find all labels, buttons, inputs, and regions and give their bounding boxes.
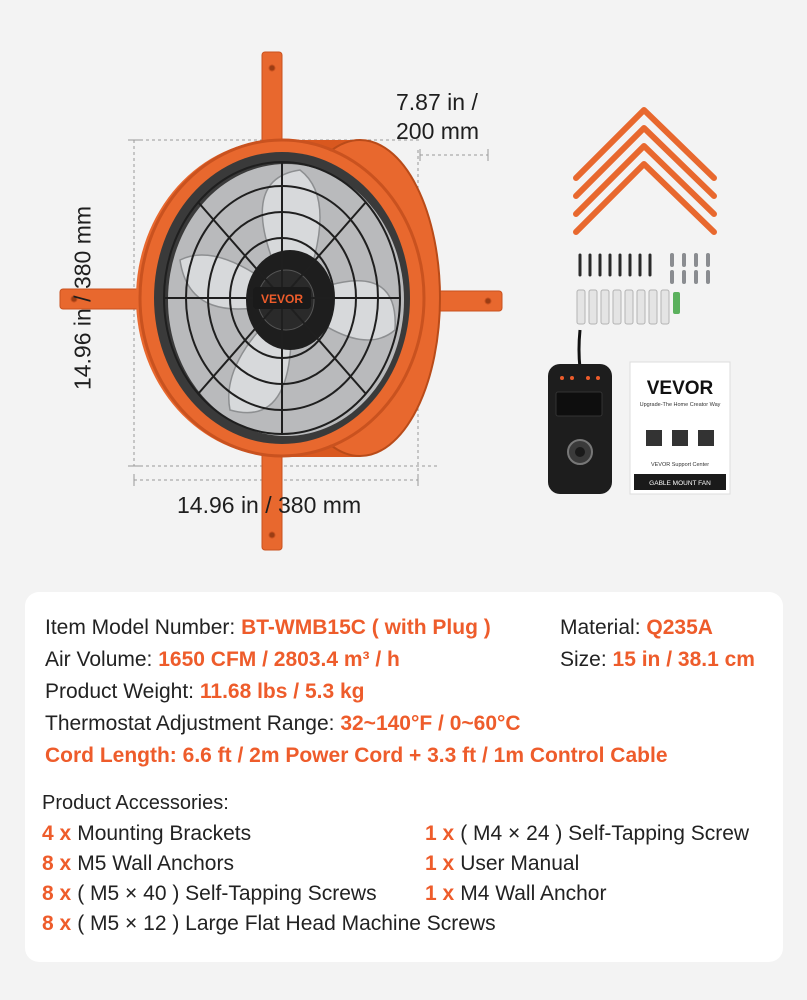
spec-card: [25, 592, 783, 962]
spec-weight: [45, 680, 364, 704]
user-manual: [630, 362, 730, 494]
accessory-name: ( M4 × 24 ) Self-Tapping Screw: [460, 822, 750, 845]
depth-dimension: [396, 88, 479, 146]
weight-value: 11.68 lbs / 5.3 kg: [199, 680, 365, 703]
manual-support: VEVOR Support Center: [650, 462, 710, 468]
accessory-qty: 8 x: [42, 852, 72, 875]
manual-tagline: Upgrade-The Home Creator Way: [639, 402, 721, 408]
height-dimension: 14.96 in / 380 mm: [69, 205, 96, 391]
model-label: Item Model Number:: [45, 616, 236, 639]
spec-material: [560, 616, 713, 640]
spec-size: [560, 648, 755, 672]
air-value: 1650 CFM / 2803.4 m³ / h: [158, 648, 400, 671]
thermostat-controller: [548, 330, 612, 494]
fan-brand-text: VEVOR: [260, 292, 304, 306]
accessory-qty: 4 x: [42, 822, 72, 845]
accessory-left-1: [42, 822, 251, 846]
size-label: Size:: [560, 648, 607, 671]
accessory-machine-screws: [672, 255, 708, 282]
accessory-name: ( M5 × 12 ) Large Flat Head Machine Screws: [77, 912, 496, 935]
manual-logo: VEVOR: [646, 378, 714, 399]
material-label: Material:: [560, 616, 641, 639]
accessory-qty: 8 x: [42, 882, 72, 905]
accessory-name: M4 Wall Anchor: [460, 882, 607, 905]
accessory-left-3: [42, 882, 377, 906]
accessory-left-4: [42, 912, 496, 936]
spec-model: [45, 616, 491, 640]
weight-label: Product Weight:: [45, 680, 195, 703]
accessory-qty: 1 x: [425, 822, 455, 845]
spec-thermostat: [45, 712, 521, 736]
accessory-right-3: [425, 882, 606, 906]
accessory-right-1: [425, 822, 749, 846]
accessory-right-2: [425, 852, 579, 876]
accessory-screws: [580, 255, 650, 275]
accessory-qty: 1 x: [425, 882, 455, 905]
manual-title: GABLE MOUNT FAN: [649, 480, 711, 487]
model-value: BT-WMB15C ( with Plug ): [241, 616, 491, 639]
spec-air-volume: [45, 648, 400, 672]
depth-line-1: 7.87 in /: [396, 89, 478, 115]
size-value: 15 in / 38.1 cm: [612, 648, 755, 671]
accessory-qty: 8 x: [42, 912, 72, 935]
accessory-wall-anchors: [577, 290, 669, 324]
thermo-label: Thermostat Adjustment Range:: [45, 712, 335, 735]
accessory-qty: 1 x: [425, 852, 455, 875]
accessory-left-2: [42, 852, 234, 876]
accessory-name: ( M5 × 40 ) Self-Tapping Screws: [77, 882, 377, 905]
thermo-value: 32~140°F / 0~60°C: [340, 712, 521, 735]
width-dimension: 14.96 in / 380 mm: [177, 492, 362, 518]
accessories-heading: Product Accessories:: [42, 792, 229, 814]
accessory-name: M5 Wall Anchors: [77, 852, 234, 875]
accessory-name: Mounting Brackets: [77, 822, 252, 845]
air-label: Air Volume:: [45, 648, 153, 671]
spec-cord-length: Cord Length: 6.6 ft / 2m Power Cord + 3.3 ft / 1m Control Cable: [45, 744, 668, 767]
material-value: Q235A: [646, 616, 713, 639]
accessory-brackets: [576, 110, 714, 232]
depth-line-2: 200 mm: [396, 118, 480, 144]
accessory-name: User Manual: [460, 852, 580, 875]
